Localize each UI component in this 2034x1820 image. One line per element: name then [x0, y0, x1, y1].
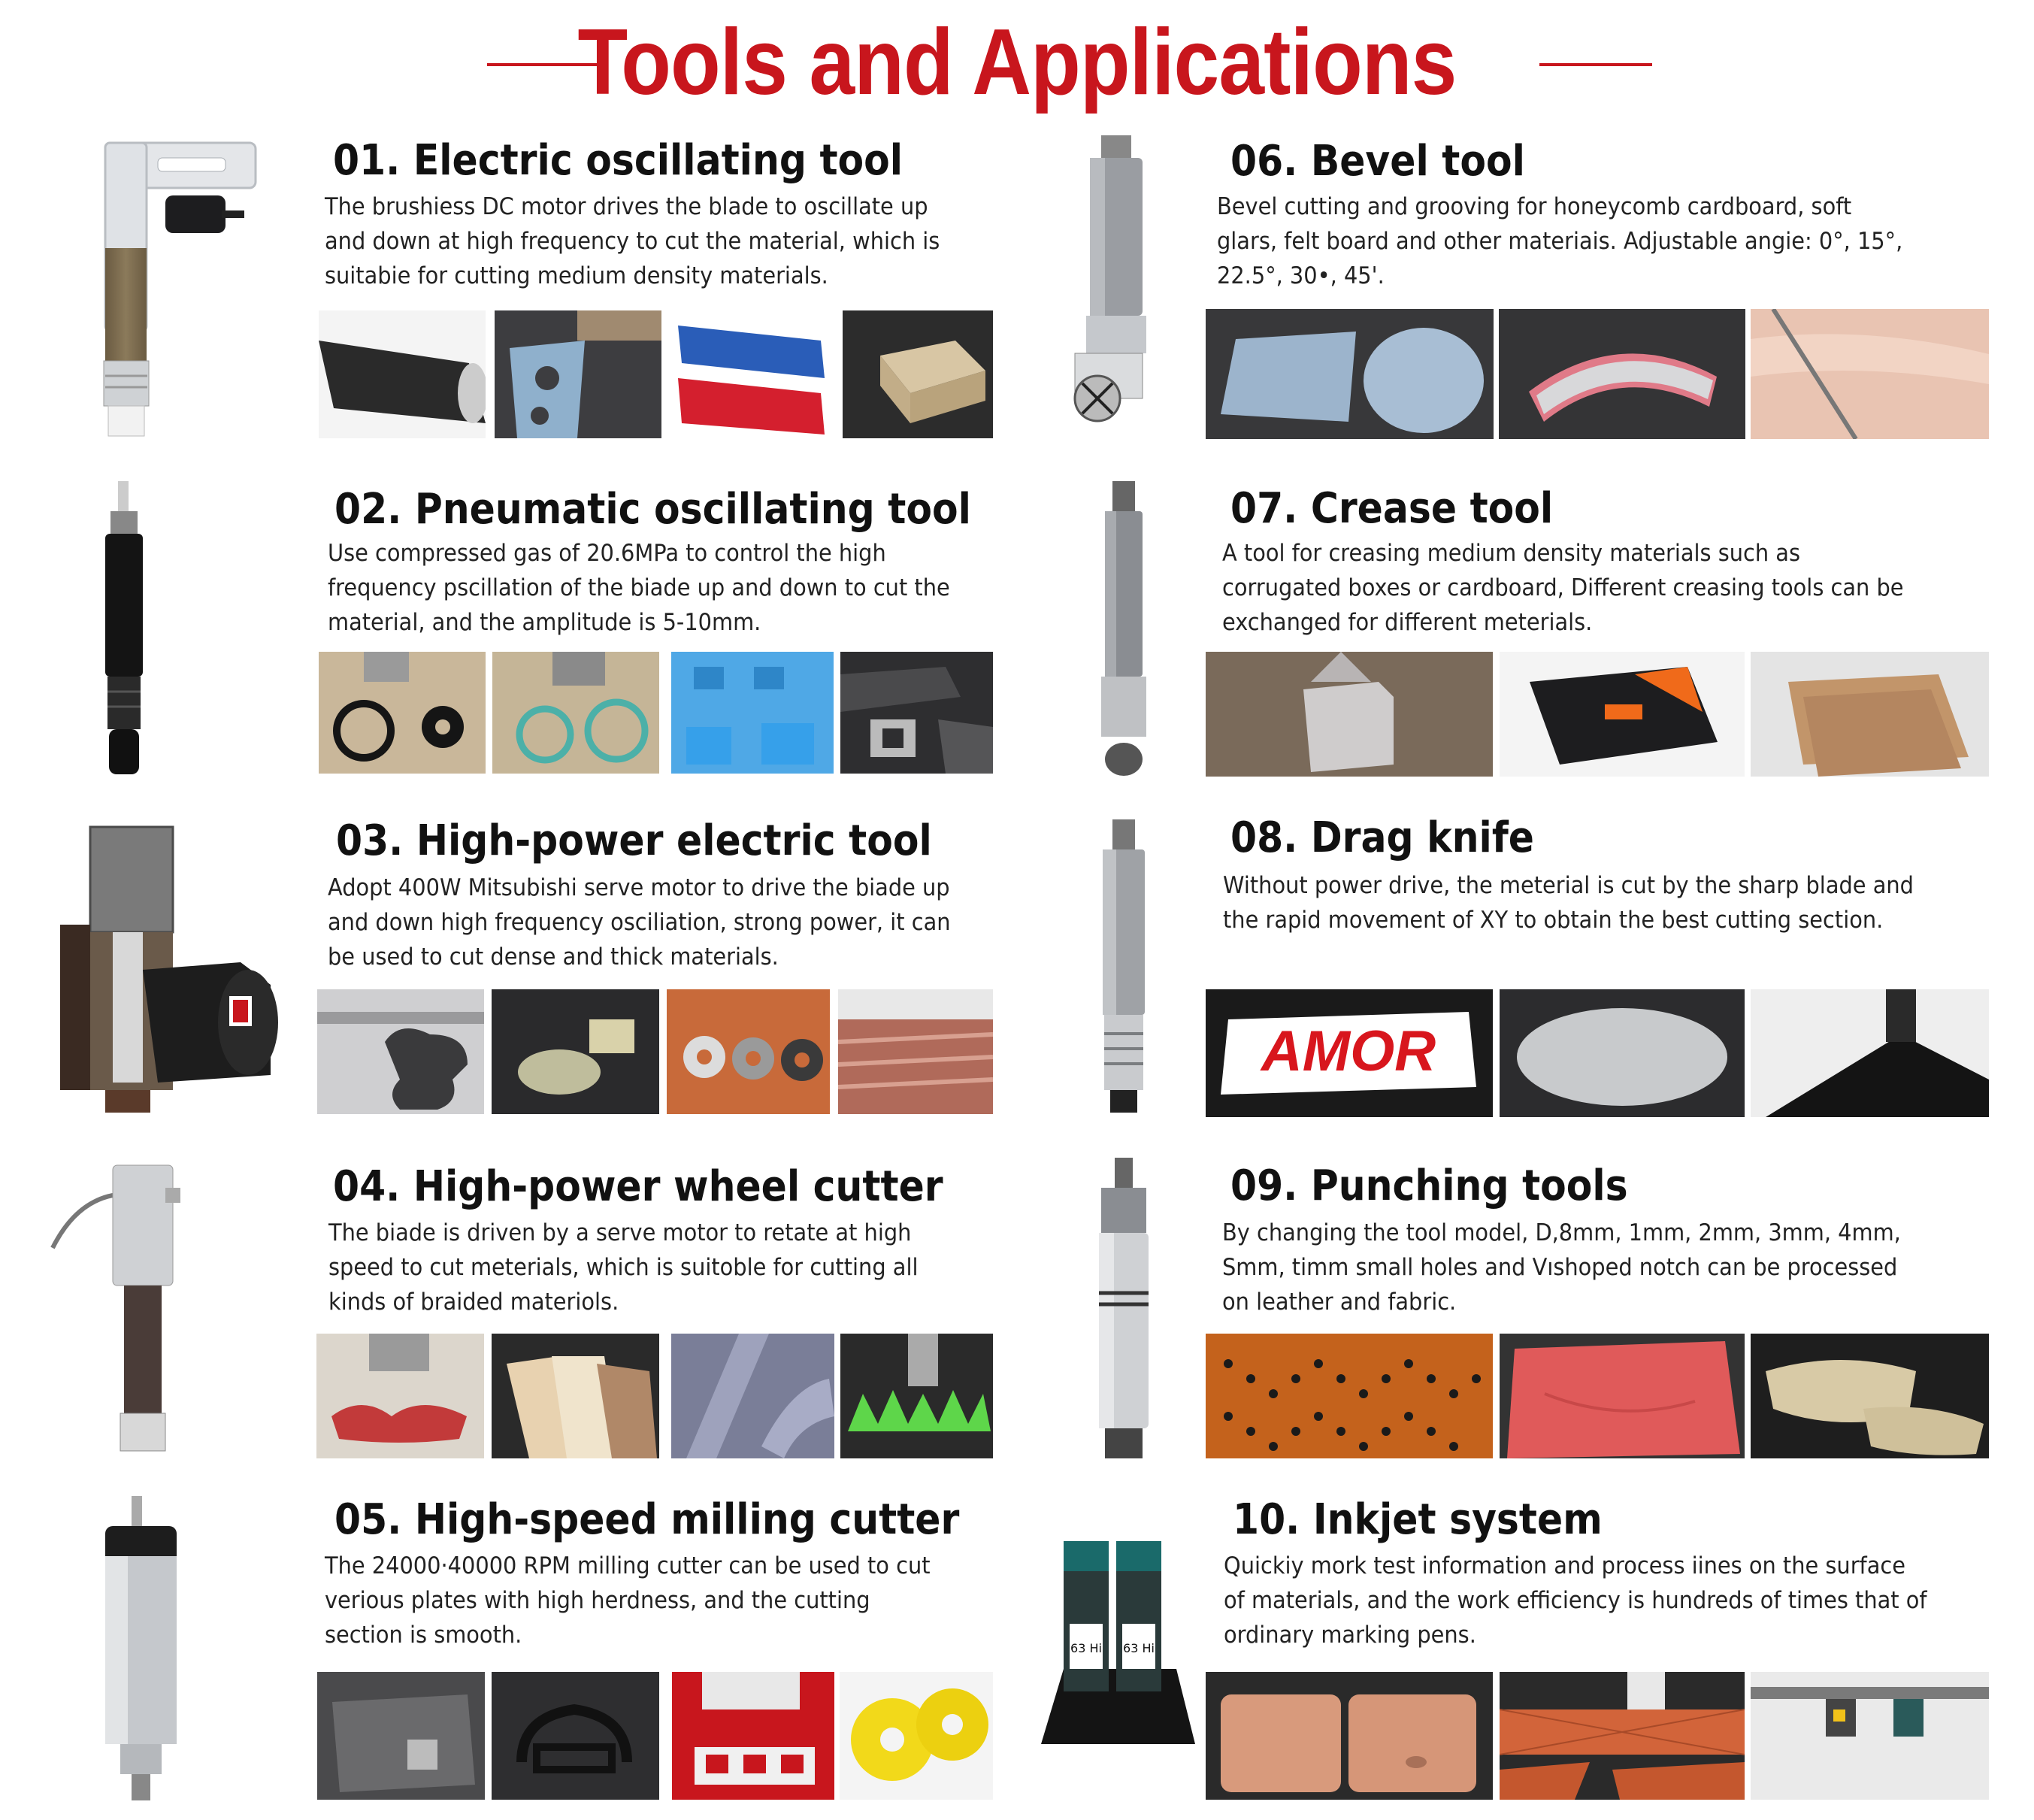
tool-description: By changing the tool model, D,8mm, 1mm, 2mm, 3mm, 4mm, Smm, timm small holes and Vıshoped notch can be processed on leather and fabric.	[1222, 1219, 1901, 1316]
sample-photo	[1751, 1672, 1989, 1800]
tool-description: A tool for creasing medium density materials such as corrugated boxes or cardboard, Different creasing tools can be exchanged for different meterials.	[1222, 540, 1904, 636]
sample-photo	[492, 652, 659, 774]
sample-photo	[843, 310, 993, 438]
sample-photo	[1751, 309, 1989, 439]
amor-logo-text: AMOR	[1261, 1019, 1436, 1083]
tool-title: 01. Electric oscillating tool	[333, 136, 903, 185]
crease-tool-image	[1094, 481, 1154, 782]
cartridge-label: 63 Hi	[1070, 1641, 1102, 1655]
sample-photo	[840, 1334, 993, 1458]
sample-photo	[317, 989, 484, 1114]
sample-photo	[1206, 309, 1494, 439]
cartridge-label: 63 Hi	[1123, 1641, 1155, 1655]
tool-description: The 24000·40000 RPM milling cutter can be used to cut verious plates with high herdness, and the cutting section is smooth.	[325, 1552, 931, 1649]
sample-photo	[492, 1334, 659, 1458]
tool-description: Use compressed gas of 20.6MPa to control the high frequency pscillation of the biade up and down to cut the material, and the amplitude is 5-10mm.	[328, 540, 950, 636]
pneumatic-oscillating-tool-image	[94, 481, 154, 782]
sample-photo	[667, 989, 830, 1114]
tool-title: 03. High-power electric tool	[336, 816, 932, 865]
tool-description: The brushiess DC motor drives the blade to oscillate up and down at high frequency to cut the material, which is suitabie for cutting medium density materials.	[325, 193, 940, 289]
tool-title: 10. Inkjet system	[1233, 1495, 1603, 1544]
sample-photo	[319, 310, 486, 438]
tool-description: Bevel cutting and grooving for honeycomb cardboard, soft glars, felt board and other materiais. Adjustable angie: 0°, 15°, 22.5°, 30•, 45'.	[1217, 193, 1903, 289]
high-power-wheel-cutter-image	[45, 1158, 195, 1458]
sample-photo	[840, 652, 993, 774]
bevel-tool-image	[1067, 135, 1165, 436]
sample-photo	[672, 1672, 834, 1800]
tool-title: 08. Drag knife	[1230, 813, 1534, 862]
sample-photo	[1206, 652, 1493, 777]
sample-photo	[1499, 309, 1745, 439]
sample-photo	[671, 1334, 834, 1458]
sample-photo	[492, 989, 659, 1114]
sample-photo	[492, 1672, 659, 1800]
high-power-electric-tool-image	[45, 819, 286, 1120]
sample-photo	[1206, 989, 1493, 1117]
sample-photo	[1751, 652, 1989, 777]
tool-title: 02. Pneumatic oscillating tool	[334, 485, 971, 534]
tool-description: The biade is driven by a serve motor to retate at high speed to cut meterials, which is suitoble for cutting all kinds of braided materiols.	[328, 1219, 919, 1316]
inkjet-system-image	[1034, 1534, 1199, 1759]
drag-knife-image	[1094, 819, 1154, 1120]
tool-title: 07. Crease tool	[1230, 484, 1554, 533]
sample-photo	[1500, 989, 1745, 1117]
tool-description: Quickiy mork test information and process iines on the surface of materials, and the work efficiency is hundreds of times that of ordinary marking pens.	[1224, 1552, 1927, 1649]
tool-title: 09. Punching tools	[1230, 1161, 1628, 1210]
sample-photo	[671, 652, 834, 774]
sample-photo	[1500, 652, 1745, 777]
sample-photo	[319, 652, 486, 774]
electric-oscillating-tool-image	[83, 135, 271, 444]
sample-photo	[1751, 1334, 1989, 1458]
sample-photo	[1206, 1334, 1493, 1458]
tool-description: Without power drive, the meterial is cut by the sharp blade and the rapid movement of XY to obtain the best cutting section.	[1223, 872, 1914, 934]
title-rule-right	[1539, 63, 1652, 66]
sample-photo	[1206, 1672, 1493, 1800]
punching-tool-image	[1090, 1158, 1158, 1466]
sample-photo	[317, 1672, 485, 1800]
tool-title: 05. High-speed milling cutter	[334, 1495, 960, 1544]
sample-photo	[1500, 1672, 1745, 1800]
tool-title: 06. Bevel tool	[1230, 137, 1525, 186]
page-header	[0, 0, 2034, 128]
sample-photo	[838, 989, 993, 1114]
sample-photo	[1751, 989, 1989, 1117]
high-speed-milling-cutter-image	[90, 1496, 195, 1804]
sample-photo	[670, 310, 837, 438]
sample-photo	[840, 1672, 993, 1800]
tool-title: 04. High-power wheel cutter	[333, 1162, 943, 1211]
sample-photo	[495, 310, 661, 438]
sample-photo	[1500, 1334, 1745, 1458]
sample-photo	[316, 1334, 484, 1458]
tool-description: Adopt 400W Mitsubishi serve motor to drive the biade up and down high frequency osciliation, strong power, it can be used to cut dense and thick materials.	[328, 874, 951, 971]
page-title: Tools and Applications	[577, 11, 1457, 114]
